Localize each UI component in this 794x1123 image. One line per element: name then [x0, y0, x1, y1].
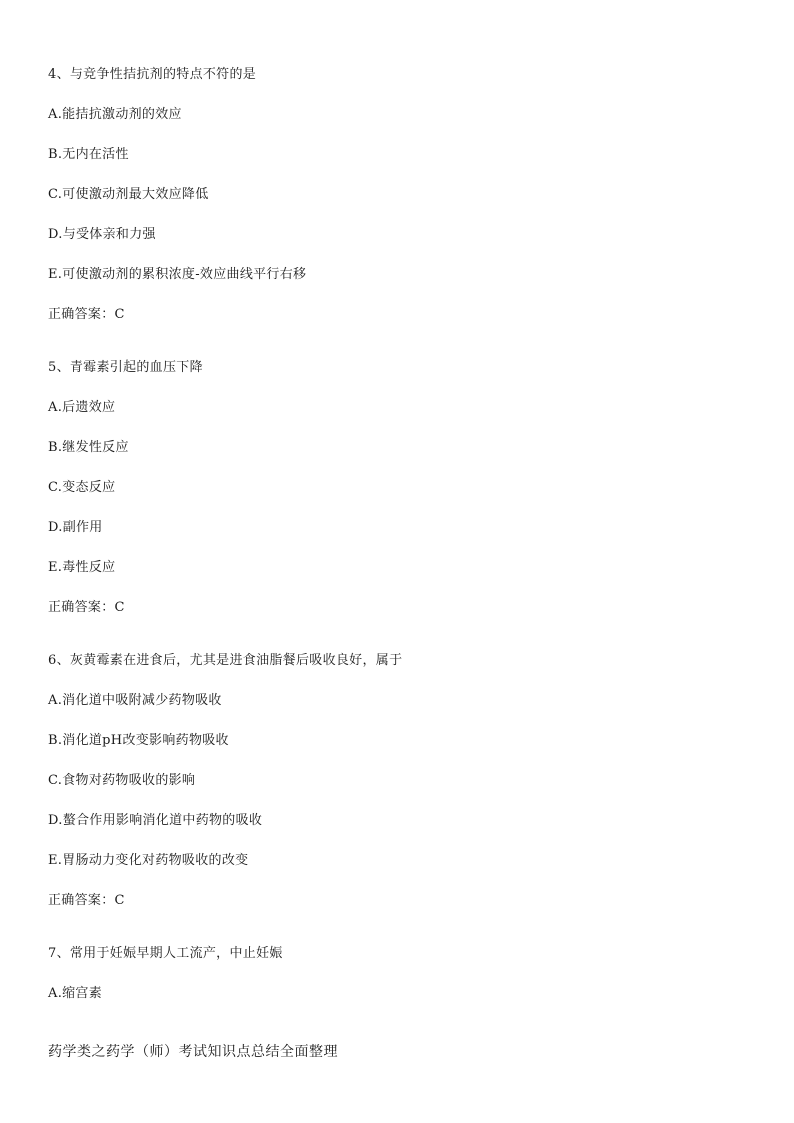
- question-4-option-d: D.与受体亲和力强: [48, 227, 156, 242]
- question-4-option-a: A.能拮抗激动剂的效应: [48, 107, 182, 122]
- question-5-option-d: D.副作用: [48, 520, 103, 535]
- question-6-option-c: C.食物对药物吸收的影响: [48, 773, 196, 788]
- question-5-option-c: C.变态反应: [48, 480, 116, 495]
- question-5-stem: 5、青霉素引起的血压下降: [48, 360, 203, 375]
- question-4-option-b: B.无内在活性: [48, 147, 129, 162]
- page-footer-title: 药学类之药学（师）考试知识点总结全面整理: [48, 1044, 338, 1060]
- question-5-option-e: E.毒性反应: [48, 560, 116, 575]
- question-6-stem: 6、灰黄霉素在进食后，尤其是进食油脂餐后吸收良好，属于: [48, 653, 403, 668]
- question-6-option-d: D.螯合作用影响消化道中药物的吸收: [48, 813, 263, 828]
- question-4-stem: 4、与竞争性拮抗剂的特点不符的是: [48, 67, 257, 82]
- question-4-option-c: C.可使激动剂最大效应降低: [48, 187, 209, 202]
- question-7-stem: 7、常用于妊娠早期人工流产，中止妊娠: [48, 946, 283, 961]
- question-6-answer: 正确答案：C: [48, 893, 125, 908]
- question-6-option-b: B.消化道pH改变影响药物吸收: [48, 733, 229, 748]
- question-5-answer: 正确答案：C: [48, 600, 125, 615]
- question-7-option-a: A.缩宫素: [48, 986, 103, 1001]
- question-6-option-e: E.胃肠动力变化对药物吸收的改变: [48, 853, 249, 868]
- question-5-option-a: A.后遗效应: [48, 400, 116, 415]
- question-4-answer: 正确答案：C: [48, 307, 125, 322]
- question-4-option-e: E.可使激动剂的累积浓度-效应曲线平行右移: [48, 267, 307, 282]
- question-5-option-b: B.继发性反应: [48, 440, 129, 455]
- question-6-option-a: A.消化道中吸附减少药物吸收: [48, 693, 222, 708]
